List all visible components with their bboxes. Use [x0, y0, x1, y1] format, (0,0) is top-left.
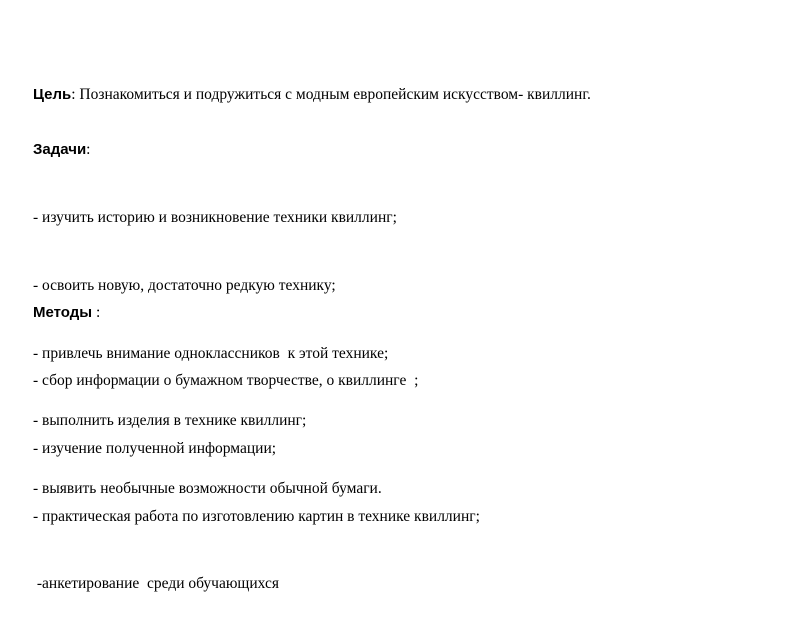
- task-item: - выявить необычные возможности обычной бумаги.: [33, 480, 382, 498]
- tasks-label: Задачи: [33, 141, 87, 159]
- task-item: - выполнить изделия в технике квиллинг;: [33, 412, 307, 430]
- tasks-heading: [33, 139, 397, 162]
- method-item: - практическая работа по изготовлению картин в технике квиллинг;: [33, 507, 480, 525]
- method-item: - сбор информации о бумажном творчестве, о квиллинге ;: [33, 371, 419, 389]
- task-item: - освоить новую, достаточно редкую технику;: [33, 276, 336, 294]
- goal-label: Цель: [33, 86, 72, 104]
- methods-label-suffix: :: [92, 304, 101, 322]
- methods-section: [33, 257, 480, 641]
- methods-heading: [33, 302, 480, 325]
- method-item: - изучение полученной информации;: [33, 439, 277, 457]
- goal-text: : Познакомиться и подружиться с модным европейским искусством- квиллинг.: [71, 86, 591, 104]
- methods-label: Методы: [33, 304, 93, 322]
- tasks-label-suffix: :: [86, 141, 91, 159]
- method-item: -анкетирование среди обучающихся: [33, 575, 279, 593]
- task-item: - привлечь внимание одноклассников к этой технике;: [33, 344, 389, 362]
- task-item: - изучить историю и возникновение техники квиллинг;: [33, 208, 397, 226]
